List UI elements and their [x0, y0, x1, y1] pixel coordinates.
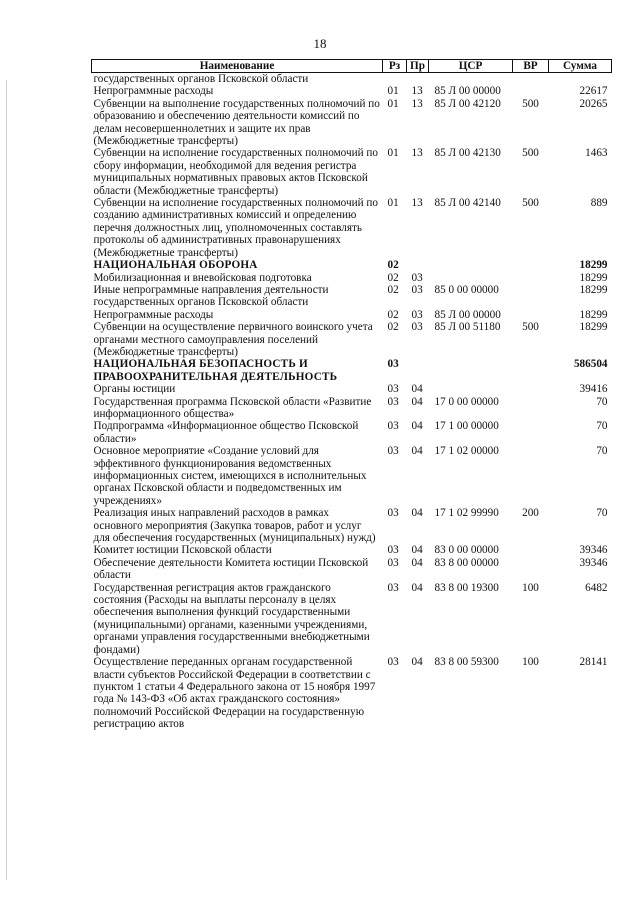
cell-name: Органы юстиции [93, 383, 176, 396]
cell-csr: 83 8 00 19300 [434, 581, 499, 594]
cell-sum: 18299 [579, 271, 608, 284]
cell-csr: 83 0 00 00000 [434, 544, 499, 557]
cell-name: Непрограммные расходы [93, 85, 214, 98]
cell-pr [407, 358, 429, 383]
cell-vr [513, 396, 549, 421]
table-header [92, 60, 612, 73]
cell-pr [407, 73, 429, 86]
cell-pr [407, 259, 429, 271]
cell-vr [513, 284, 549, 309]
cell-csr [429, 73, 513, 86]
cell-rz: 03 [387, 656, 399, 669]
table-row [92, 197, 612, 259]
scan-margin-line [6, 80, 7, 880]
cell-vr [513, 445, 549, 507]
table-row [92, 147, 612, 197]
cell-sum: 39346 [579, 556, 608, 569]
cell-rz: 02 [387, 283, 399, 296]
header-vr: ВР [513, 60, 549, 73]
cell-name: Комитет юстиции Псковской области [93, 544, 272, 557]
table-row [92, 73, 612, 86]
cell-sum: 70 [596, 420, 608, 433]
table-row [92, 445, 612, 507]
cell-sum: 1463 [585, 147, 608, 160]
cell-csr: 85 Л 00 42130 [434, 147, 501, 160]
cell-rz: 02 [387, 308, 399, 321]
cell-name: Субвенции на исполнение государственных полномочий по сбору информации, необходимой для ведения регистра муниципальных нормативных правовых актов Псковской области (Межбюджетные трансферты) [93, 147, 378, 197]
cell-name: Обеспечение деятельности Комитета юстиции Псковской области [93, 556, 369, 582]
cell-name: Субвенции на исполнение государственных полномочий по созданию административных комиссий и определению перечня должностных лиц, уполномоченных составлять протоколы об административных правонарушениях (Межбюджетные трансферты) [93, 197, 378, 259]
cell-name: Субвенции на выполнение государственных полномочий по образованию и обеспечению деятельности комиссий по делам несовершеннолетних и защите их прав (Межбюджетные трансферты) [93, 97, 380, 148]
cell-csr: 85 Л 00 00000 [434, 85, 501, 98]
cell-vr [513, 73, 549, 86]
cell-rz: 01 [387, 147, 399, 160]
cell-name: Осуществление переданных органам государственной власти субъектов Российской Федерации в соответствии с пунктом 1 статьи 4 Федерального закона от 15 ноября 1997 года № 143-ФЗ «Об актах гражданского состояния» полномочий Российской Федерации на государственную регистрацию актов [93, 656, 376, 731]
table-row [92, 358, 612, 383]
cell-csr: 85 0 00 00000 [434, 283, 499, 296]
cell-sum: 889 [590, 197, 608, 210]
cell-csr [429, 272, 513, 284]
cell-name: Непрограммные расходы [93, 308, 214, 321]
cell-pr: 04 [411, 507, 423, 520]
cell-rz [383, 73, 407, 86]
cell-sum: 18299 [579, 283, 608, 296]
cell-rz: 02 [387, 259, 399, 272]
cell-rz: 03 [387, 383, 399, 396]
cell-csr: 85 Л 00 42140 [434, 197, 501, 210]
table-row [92, 396, 612, 421]
cell-pr: 04 [411, 420, 423, 433]
table-row [92, 259, 612, 271]
table-body [92, 73, 612, 731]
header-pr: Пр [407, 60, 429, 73]
header-csr: ЦСР [429, 60, 513, 73]
cell-vr [513, 557, 549, 582]
cell-sum: 586504 [573, 358, 608, 371]
cell-csr [429, 358, 513, 383]
header-name: Наименование [92, 60, 383, 73]
cell-name: Государственная программа Псковской области «Развитие информационного общества» [93, 395, 372, 420]
page-number: 18 [313, 36, 327, 51]
cell-pr: 13 [411, 85, 423, 98]
cell-sum: 39416 [579, 383, 608, 396]
cell-rz: 02 [387, 321, 399, 334]
cell-pr: 03 [411, 321, 423, 334]
header-sum: Сумма [549, 60, 612, 73]
cell-name: Реализация иных направлений расходов в рамках основного мероприятия (Закупка товаров, работ и услуг для обеспечения государственных (муниципальных) нужд) [93, 507, 376, 545]
table-row [92, 85, 612, 97]
cell-sum: 70 [596, 395, 608, 408]
cell-vr [513, 420, 549, 445]
cell-name: Подпрограмма «Информационное общество Псковской области» [93, 420, 359, 445]
cell-csr: 85 Л 00 42120 [434, 97, 501, 110]
cell-csr: 17 1 02 00000 [434, 445, 499, 458]
cell-csr: 83 8 00 00000 [434, 556, 499, 569]
table-row [92, 507, 612, 544]
cell-csr: 83 8 00 59300 [434, 656, 499, 669]
cell-pr: 13 [411, 97, 423, 110]
cell-pr: 03 [411, 308, 423, 321]
cell-pr: 03 [411, 283, 423, 296]
cell-pr: 04 [411, 556, 423, 569]
cell-csr [429, 383, 513, 395]
cell-sum: 18299 [579, 259, 608, 272]
cell-sum: 39346 [579, 544, 608, 557]
cell-sum: 18299 [579, 308, 608, 321]
table-row [92, 582, 612, 656]
cell-csr: 85 Л 00 00000 [434, 308, 501, 321]
table-row [92, 383, 612, 395]
cell-rz: 03 [387, 556, 399, 569]
cell-sum: 6482 [585, 581, 608, 594]
table-row [92, 321, 612, 358]
cell-vr [513, 259, 549, 271]
cell-vr: 500 [522, 97, 539, 110]
cell-rz: 03 [387, 445, 399, 458]
cell-rz: 01 [387, 197, 399, 210]
cell-rz: 03 [387, 395, 399, 408]
cell-name: Государственная регистрация актов гражданского состояния (Расходы на выплаты персоналу в целях обеспечения выполнения функций государственными (муниципальными) органами, казенными учреждениями, органами управления государственными внебюджетными фондами) [93, 581, 370, 656]
cell-vr [513, 358, 549, 383]
cell-rz: 01 [387, 97, 399, 110]
cell-sum [549, 73, 612, 86]
cell-pr: 13 [411, 147, 423, 160]
cell-pr: 03 [411, 271, 423, 284]
table-row [92, 98, 612, 148]
table-row [92, 272, 612, 284]
cell-rz: 03 [387, 507, 399, 520]
cell-vr: 500 [522, 197, 539, 210]
cell-vr: 500 [522, 147, 539, 160]
cell-pr: 04 [411, 383, 423, 396]
cell-pr: 04 [411, 581, 423, 594]
cell-vr: 200 [522, 507, 539, 520]
cell-vr [513, 272, 549, 284]
header-rz: Рз [383, 60, 407, 73]
cell-name: Мобилизационная и вневойсковая подготовка [93, 271, 312, 284]
cell-sum: 22617 [579, 85, 608, 98]
cell-rz: 03 [387, 420, 399, 433]
cell-rz: 03 [387, 544, 399, 557]
cell-csr: 17 1 00 00000 [434, 420, 499, 433]
cell-vr [513, 85, 549, 97]
cell-rz: 01 [387, 85, 399, 98]
cell-csr [429, 259, 513, 271]
cell-sum: 20265 [579, 97, 608, 110]
cell-vr [513, 309, 549, 321]
cell-pr: 04 [411, 656, 423, 669]
cell-name: НАЦИОНАЛЬНАЯ ОБОРОНА [93, 259, 258, 272]
cell-pr: 04 [411, 544, 423, 557]
table-row [92, 557, 612, 582]
cell-csr: 17 1 02 99990 [434, 507, 499, 520]
cell-name: государственных органов Псковской области [93, 73, 309, 85]
cell-vr: 500 [522, 321, 539, 334]
cell-sum: 70 [596, 507, 608, 520]
cell-name: НАЦИОНАЛЬНАЯ БЕЗОПАСНОСТЬ И ПРАВООХРАНИТЕЛЬНАЯ ДЕЯТЕЛЬНОСТЬ [93, 358, 338, 383]
cell-sum: 18299 [579, 321, 608, 334]
cell-vr: 100 [522, 656, 539, 669]
table-row [92, 309, 612, 321]
cell-rz: 03 [387, 358, 399, 371]
cell-rz: 02 [387, 271, 399, 284]
cell-vr [513, 544, 549, 556]
cell-rz: 03 [387, 581, 399, 594]
budget-table [91, 59, 612, 731]
cell-csr: 17 0 00 00000 [434, 395, 499, 408]
cell-csr: 85 Л 00 51180 [434, 321, 501, 334]
cell-name: Субвенции на осуществление первичного воинского учета органами местного самоуправления поселений (Межбюджетные трансферты) [93, 321, 373, 358]
table-row [92, 420, 612, 445]
cell-vr: 100 [522, 581, 539, 594]
table-row [92, 656, 612, 730]
table-row [92, 284, 612, 309]
cell-name: Основное мероприятие «Создание условий для эффективного функционирования ведомственных информационных систем, имеющихся в исполнительных органах Псковской области и подведомственных им учреждениях» [93, 445, 367, 507]
cell-vr [513, 383, 549, 395]
cell-pr: 13 [411, 197, 423, 210]
cell-pr: 04 [411, 395, 423, 408]
cell-sum: 28141 [579, 656, 608, 669]
cell-name: Иные непрограммные направления деятельности государственных органов Псковской области [93, 283, 329, 309]
cell-pr: 04 [411, 445, 423, 458]
table-row [92, 544, 612, 556]
cell-sum: 70 [596, 445, 608, 458]
